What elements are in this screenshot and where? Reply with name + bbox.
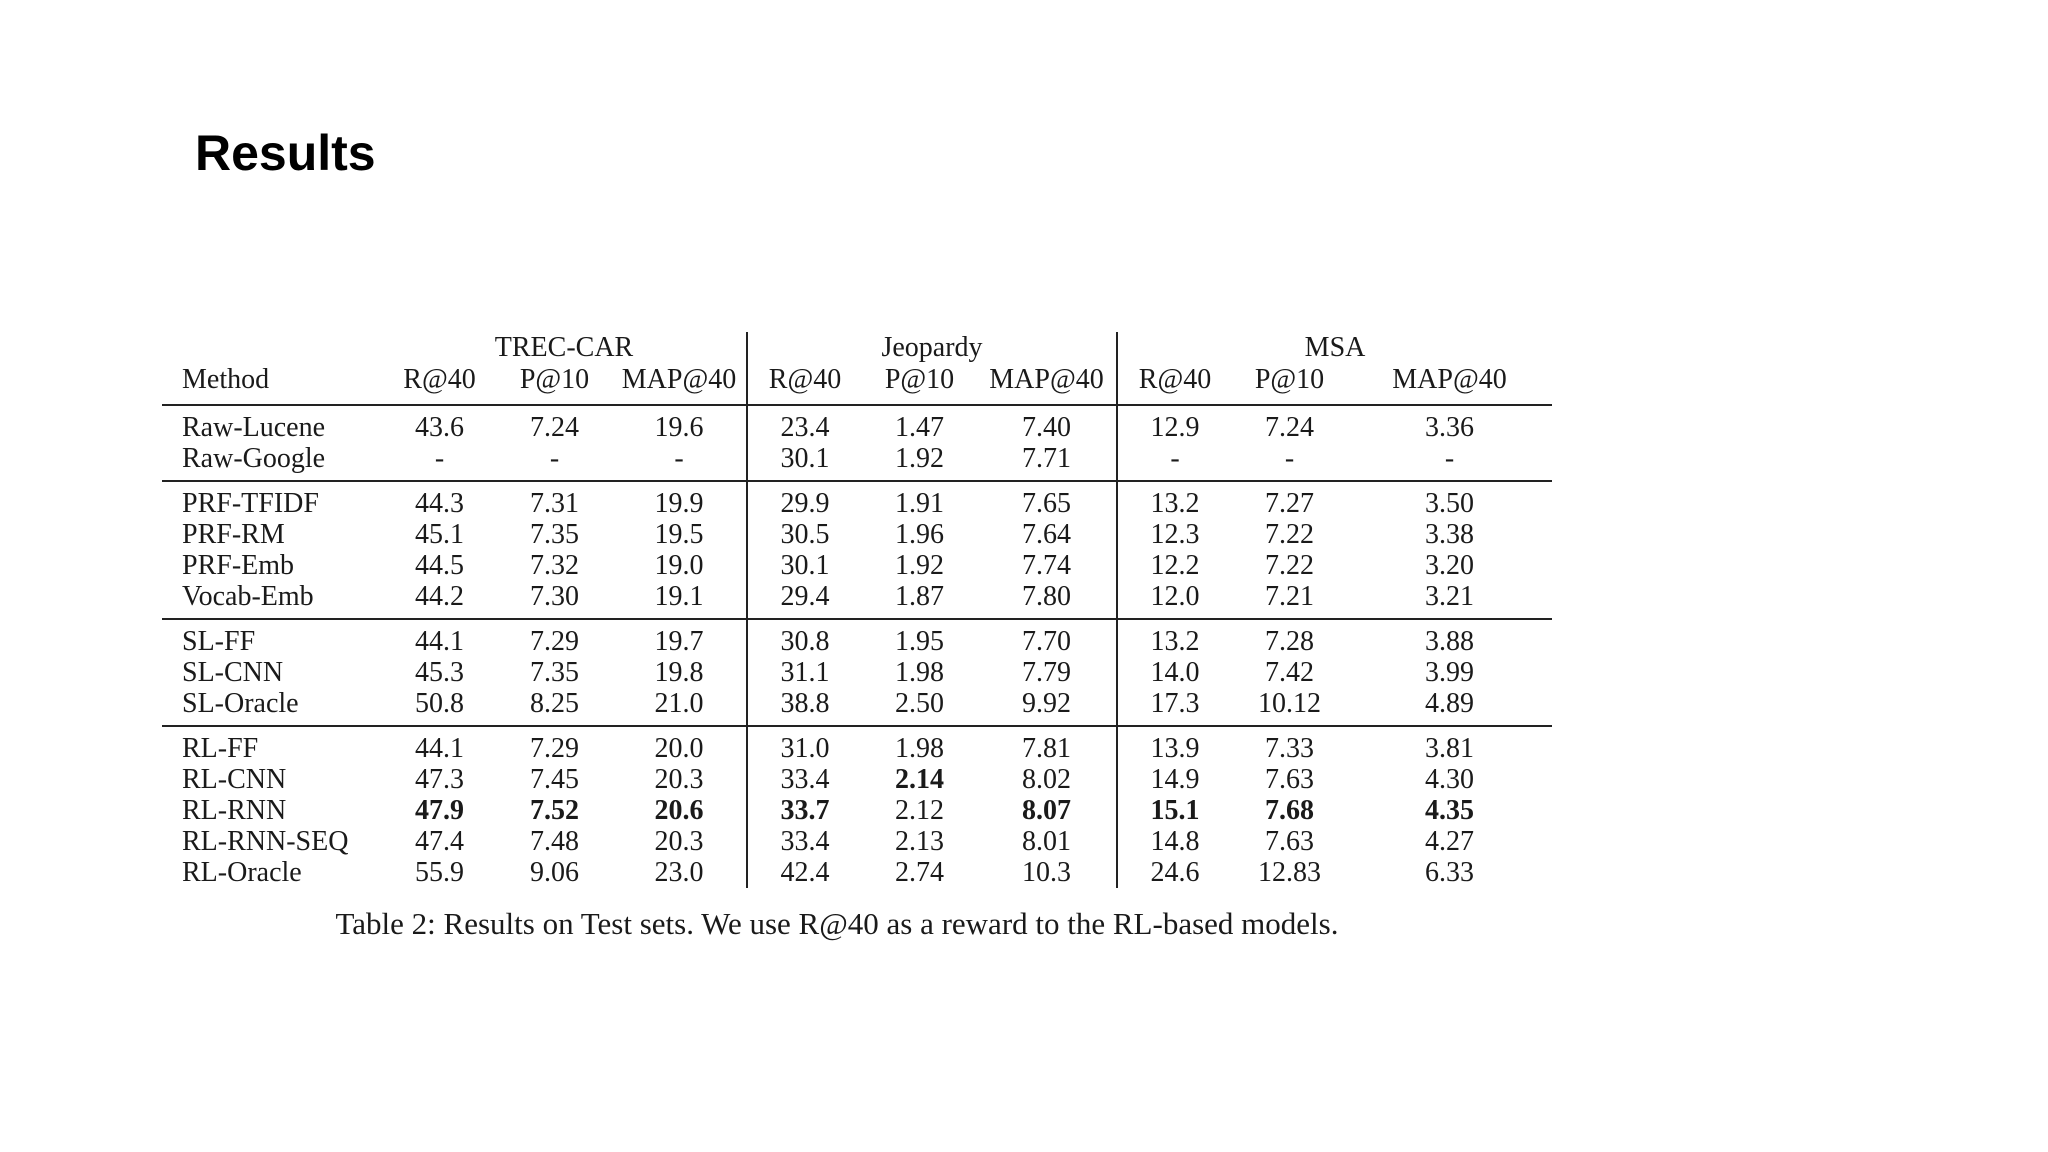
value-cell: 1.87: [895, 581, 945, 612]
value-cell: 19.0: [654, 550, 704, 581]
value-cell: 7.45: [530, 764, 579, 795]
value-cell: 7.63: [1265, 826, 1315, 857]
value-cell: 1.92: [895, 550, 945, 581]
table-row: [162, 657, 1552, 688]
value-cell: 7.35: [530, 657, 579, 688]
value-cell: 19.6: [612, 405, 747, 443]
value-cell: 33.4: [747, 826, 862, 857]
value-cell: 17.3: [1117, 688, 1232, 726]
table-row: [162, 857, 1552, 888]
value-cell: 7.33: [1232, 726, 1347, 764]
value-cell: 42.4: [747, 857, 862, 888]
value-cell: 3.50: [1347, 481, 1552, 519]
value-cell: 47.9: [415, 795, 464, 826]
results-table: [162, 332, 1552, 888]
value-cell: 30.5: [747, 519, 862, 550]
value-cell: 8.07: [1022, 795, 1072, 826]
metric-header: P@10: [519, 364, 590, 395]
value-cell: 24.6: [1117, 857, 1232, 888]
value-cell: 12.3: [1117, 519, 1232, 550]
table-row: [162, 764, 1552, 795]
value-cell: 4.30: [1425, 764, 1475, 795]
value-cell: 30.1: [747, 550, 862, 581]
value-cell: 44.3: [382, 481, 497, 519]
value-cell: 15.1: [1117, 795, 1232, 826]
value-cell: 33.4: [747, 764, 862, 795]
value-cell: 14.9: [1117, 764, 1232, 795]
metric-header: MAP@40: [621, 364, 737, 395]
value-cell: 50.8: [415, 688, 464, 719]
value-cell: 7.32: [530, 550, 579, 581]
value-cell: 44.5: [415, 550, 464, 581]
method-cell: SL-CNN: [182, 657, 284, 688]
column-header-row: [162, 364, 1552, 405]
value-cell: 45.3: [415, 657, 464, 688]
metric-header: R@40: [403, 364, 476, 395]
group-header-row: [162, 332, 1552, 364]
table-row: [162, 405, 1552, 443]
value-cell: 33.7: [747, 795, 862, 826]
value-cell: 3.88: [1347, 619, 1552, 657]
method-cell: PRF-RM: [182, 519, 285, 550]
value-cell: 7.74: [1022, 550, 1072, 581]
group-header-msa: MSA: [1117, 332, 1552, 364]
value-cell: 7.70: [977, 619, 1117, 657]
value-cell: 14.0: [1117, 657, 1232, 688]
value-cell: 7.35: [530, 519, 579, 550]
value-cell: 2.50: [895, 688, 945, 719]
value-cell: 55.9: [415, 857, 464, 888]
value-cell: 7.48: [530, 826, 579, 857]
value-cell: 1.98: [862, 726, 977, 764]
value-cell: 19.1: [654, 581, 704, 612]
value-cell: 44.1: [382, 726, 497, 764]
value-cell: 1.98: [895, 657, 945, 688]
value-cell: 20.3: [654, 764, 704, 795]
method-cell: RL-Oracle: [182, 857, 302, 888]
value-cell: 7.80: [1022, 581, 1072, 612]
metric-header: R@40: [1117, 364, 1232, 405]
value-cell: 3.38: [1425, 519, 1475, 550]
value-cell: 2.14: [895, 764, 945, 795]
value-cell: 31.1: [747, 657, 862, 688]
value-cell: 13.9: [1117, 726, 1232, 764]
table-row: [162, 581, 1552, 619]
table-row: [162, 619, 1552, 657]
metric-header: P@10: [1254, 364, 1325, 395]
value-cell: 45.1: [415, 519, 464, 550]
method-cell: Raw-Lucene: [162, 405, 382, 443]
method-cell: RL-CNN: [182, 764, 287, 795]
value-cell: 3.20: [1425, 550, 1475, 581]
value-cell: 30.8: [747, 619, 862, 657]
value-cell: 7.22: [1265, 550, 1315, 581]
method-cell: SL-Oracle: [182, 688, 299, 719]
value-cell: 19.5: [654, 519, 704, 550]
value-cell: 12.2: [1117, 550, 1232, 581]
value-cell: 38.8: [747, 688, 862, 726]
table-row: [162, 826, 1552, 857]
value-cell: 2.74: [895, 857, 945, 888]
value-cell: 1.92: [895, 443, 945, 474]
value-cell: 8.01: [1022, 826, 1072, 857]
value-cell: -: [434, 443, 445, 474]
value-cell: 7.21: [1265, 581, 1315, 612]
table-row: [162, 795, 1552, 826]
value-cell: 7.64: [1022, 519, 1072, 550]
value-cell: 20.0: [612, 726, 747, 764]
method-cell: RL-FF: [162, 726, 382, 764]
metric-header: R@40: [747, 364, 862, 405]
value-cell: 7.28: [1232, 619, 1347, 657]
value-cell: 44.1: [382, 619, 497, 657]
metric-header: P@10: [884, 364, 955, 395]
table-row: [162, 481, 1552, 519]
value-cell: 10.12: [1258, 688, 1322, 719]
value-cell: 30.1: [747, 443, 862, 481]
value-cell: 47.3: [415, 764, 464, 795]
value-cell: 20.6: [654, 795, 704, 826]
value-cell: 13.2: [1117, 619, 1232, 657]
value-cell: 3.36: [1347, 405, 1552, 443]
value-cell: 44.2: [415, 581, 464, 612]
value-cell: 6.33: [1425, 857, 1475, 888]
value-cell: 2.12: [895, 795, 945, 826]
value-cell: 23.4: [747, 405, 862, 443]
value-cell: -: [549, 443, 560, 474]
method-cell: Raw-Google: [182, 443, 326, 474]
value-cell: 23.0: [654, 857, 704, 888]
value-cell: 7.22: [1265, 519, 1315, 550]
method-cell: PRF-TFIDF: [162, 481, 382, 519]
value-cell: -: [1284, 443, 1295, 474]
group-header-jeopardy: Jeopardy: [747, 332, 1117, 364]
value-cell: 10.3: [1022, 857, 1072, 888]
table-caption: Table 2: Results on Test sets. We use R@40 as a reward to the RL-based models.: [335, 906, 1339, 941]
value-cell: 7.65: [977, 481, 1117, 519]
value-cell: 14.8: [1117, 826, 1232, 857]
value-cell: 29.9: [747, 481, 862, 519]
value-cell: -: [674, 443, 684, 474]
value-cell: 19.8: [654, 657, 704, 688]
value-cell: 31.0: [747, 726, 862, 764]
value-cell: 13.2: [1117, 481, 1232, 519]
value-cell: 20.3: [654, 826, 704, 857]
method-header: Method: [182, 364, 270, 395]
value-cell: 12.83: [1258, 857, 1322, 888]
metric-header: MAP@40: [989, 364, 1104, 395]
value-cell: 3.81: [1347, 726, 1552, 764]
value-cell: 1.47: [862, 405, 977, 443]
table-row: [162, 550, 1552, 581]
value-cell: 8.25: [530, 688, 579, 719]
method-cell: PRF-Emb: [182, 550, 295, 581]
value-cell: 1.96: [895, 519, 945, 550]
value-cell: 7.24: [1232, 405, 1347, 443]
value-cell: 19.7: [612, 619, 747, 657]
value-cell: 3.21: [1425, 581, 1475, 612]
table-row: [162, 519, 1552, 550]
value-cell: 7.71: [1022, 443, 1072, 474]
value-cell: 7.40: [977, 405, 1117, 443]
value-cell: 4.27: [1425, 826, 1475, 857]
value-cell: 3.99: [1425, 657, 1475, 688]
value-cell: 7.29: [497, 619, 612, 657]
value-cell: 19.9: [612, 481, 747, 519]
value-cell: 7.81: [977, 726, 1117, 764]
method-cell: SL-FF: [162, 619, 382, 657]
value-cell: 7.79: [1022, 657, 1072, 688]
value-cell: 2.13: [895, 826, 945, 857]
value-cell: 4.35: [1425, 795, 1475, 826]
table-body: [162, 405, 1552, 888]
value-cell: 21.0: [654, 688, 704, 719]
value-cell: 12.9: [1117, 405, 1232, 443]
value-cell: 4.89: [1425, 688, 1475, 719]
value-cell: 29.4: [747, 581, 862, 619]
value-cell: 43.6: [382, 405, 497, 443]
table-row: [162, 726, 1552, 764]
value-cell: 7.68: [1265, 795, 1315, 826]
method-cell: RL-RNN-SEQ: [182, 826, 349, 857]
method-cell: Vocab-Emb: [182, 581, 314, 612]
group-header-trec-car: TREC-CAR: [494, 332, 634, 363]
value-cell: -: [1117, 443, 1232, 481]
slide-title: Results: [195, 125, 376, 181]
value-cell: 8.02: [1022, 764, 1072, 795]
value-cell: 7.63: [1265, 764, 1315, 795]
value-cell: 12.0: [1117, 581, 1232, 619]
value-cell: 7.52: [530, 795, 579, 826]
metric-header: MAP@40: [1392, 364, 1507, 395]
value-cell: 9.92: [1022, 688, 1072, 719]
value-cell: 7.42: [1265, 657, 1315, 688]
value-cell: 47.4: [415, 826, 464, 857]
value-cell: 7.24: [497, 405, 612, 443]
results-figure: [162, 332, 1552, 942]
table-row: [162, 688, 1552, 726]
value-cell: 7.29: [497, 726, 612, 764]
value-cell: 1.91: [862, 481, 977, 519]
value-cell: 1.95: [862, 619, 977, 657]
value-cell: 7.31: [497, 481, 612, 519]
value-cell: -: [1444, 443, 1455, 474]
table-row: [162, 443, 1552, 481]
empty-header-cell: [162, 332, 382, 364]
value-cell: 9.06: [530, 857, 579, 888]
method-cell: RL-RNN: [182, 795, 287, 826]
value-cell: 7.27: [1232, 481, 1347, 519]
value-cell: 7.30: [530, 581, 579, 612]
